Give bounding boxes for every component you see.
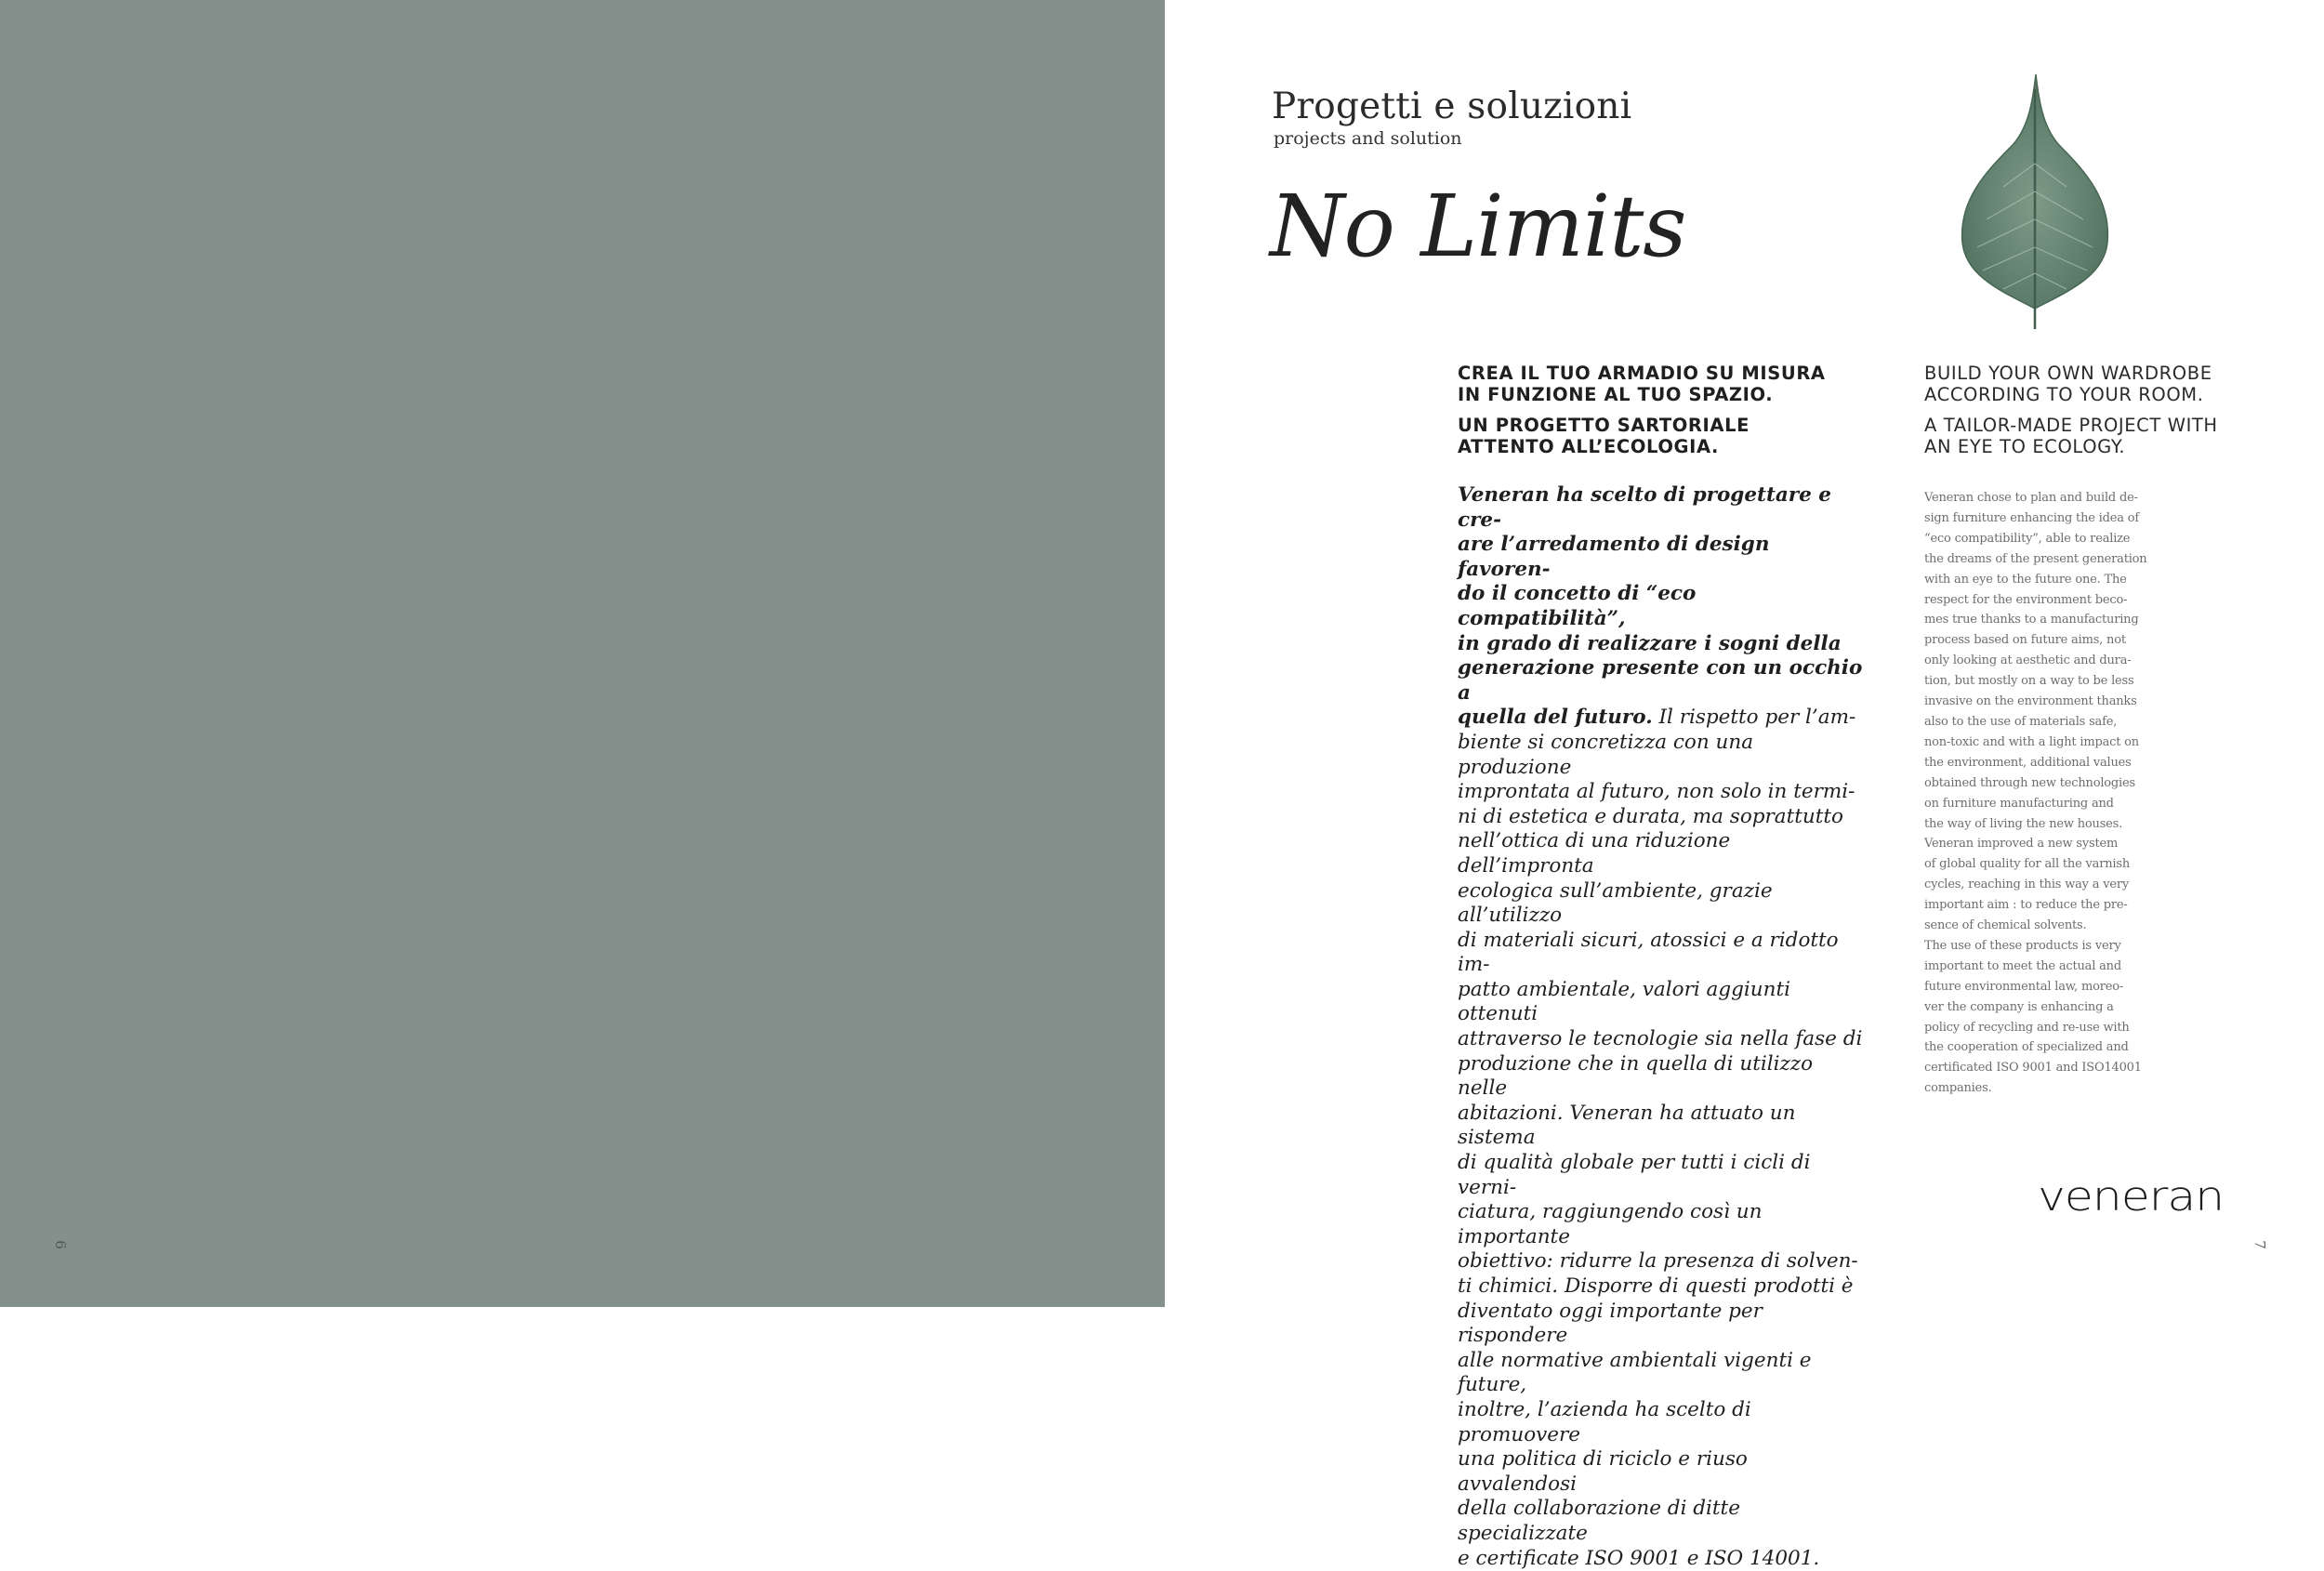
italian-body-lead: Veneran ha scelto di progettare e cre- are l’arredamento di design favoren- do il concetto di “eco compatibilità”, in grado di realizzare i sogni della generazione presente con un occhio a quella del futuro.	[1458, 483, 1863, 730]
italian-headings	[1458, 363, 1857, 467]
italian-body-text	[1458, 483, 1867, 1571]
leaf-icon	[1948, 71, 2124, 331]
english-headings	[1924, 363, 2296, 467]
english-body-text: Veneran chose to plan and build de- sign furniture enhancing the idea of “eco compatibility”, able to realize the dreams of the present generation with an eye to the future one. The respect for the environment beco- mes true thanks to a manufacturing process based on future aims, not only looking at aesthetic and dura- tion, but mostly on a way to be less invasive on the environment thanks also to the use of materials safe, non-toxic and with a light impact on the environment, additional values obtained through new technologies on furniture manufacturing and the way of living the new houses. Veneran improved a new system of global quality for all the varnish cycles, reaching in this way a very important aim : to reduce the pre- sence of chemical solvents. The use of these products is very important to meet the actual and future environmental law, moreo- ver the company is enhancing a policy of recycling and re-use with the cooperation of specialized and certificated ISO 9001 and ISO14001 companies.	[1924, 491, 2147, 1096]
veneran-logo: veneran	[2038, 1173, 2225, 1221]
section-subtitle: projects and solution	[1274, 128, 1462, 149]
english-heading-2: A TAILOR-MADE PROJECT WITH AN EYE TO ECOLOGY.	[1924, 415, 2218, 457]
english-heading-1: BUILD YOUR OWN WARDROBE ACCORDING TO YOUR ROOM.	[1924, 363, 2212, 405]
section-title: Progetti e soluzioni	[1272, 86, 1632, 127]
left-page-panel	[0, 0, 1165, 1307]
italian-heading-2: UN PROGETTO SARTORIALE ATTENTO ALL’ECOLOGIA.	[1458, 415, 1750, 457]
headline: No Limits	[1270, 177, 1686, 276]
italian-heading-1: CREA IL TUO ARMADIO SU MISURA IN FUNZIONE AL TUO SPAZIO.	[1458, 363, 1826, 405]
page-number-left: 6	[51, 1240, 69, 1249]
page-number-right: 7	[2251, 1240, 2268, 1249]
italian-body-rest: Il rispetto per l’am- biente si concretizza con una produzione improntata al futuro, non solo in termi- ni di estetica e durata, ma soprattutto nell’ottica di una riduzione dell’impronta ecologica sull’ambiente, grazie all’utilizzo di materiali sicuri, atossici e a ridotto im- patto ambientale, valori aggiunti ottenuti attraverso le tecnologie sia nella fase di produzione che in quella di utilizzo nelle abitazioni. Veneran ha attuato un sistema di qualità globale per tutti i cicli di verni- ciatura, raggiungendo così un importante obiettivo: ridurre la presenza di solven- ti chimici. Disporre di questi prodotti è diventato oggi importante per rispondere alle normative ambientali vigenti e future, inoltre, l’azienda ha scelto di promuovere una politica di riciclo e riuso avvalendosi della collaborazione di ditte specializzate e certificate ISO 9001 e ISO 14001.	[1458, 706, 1863, 1570]
